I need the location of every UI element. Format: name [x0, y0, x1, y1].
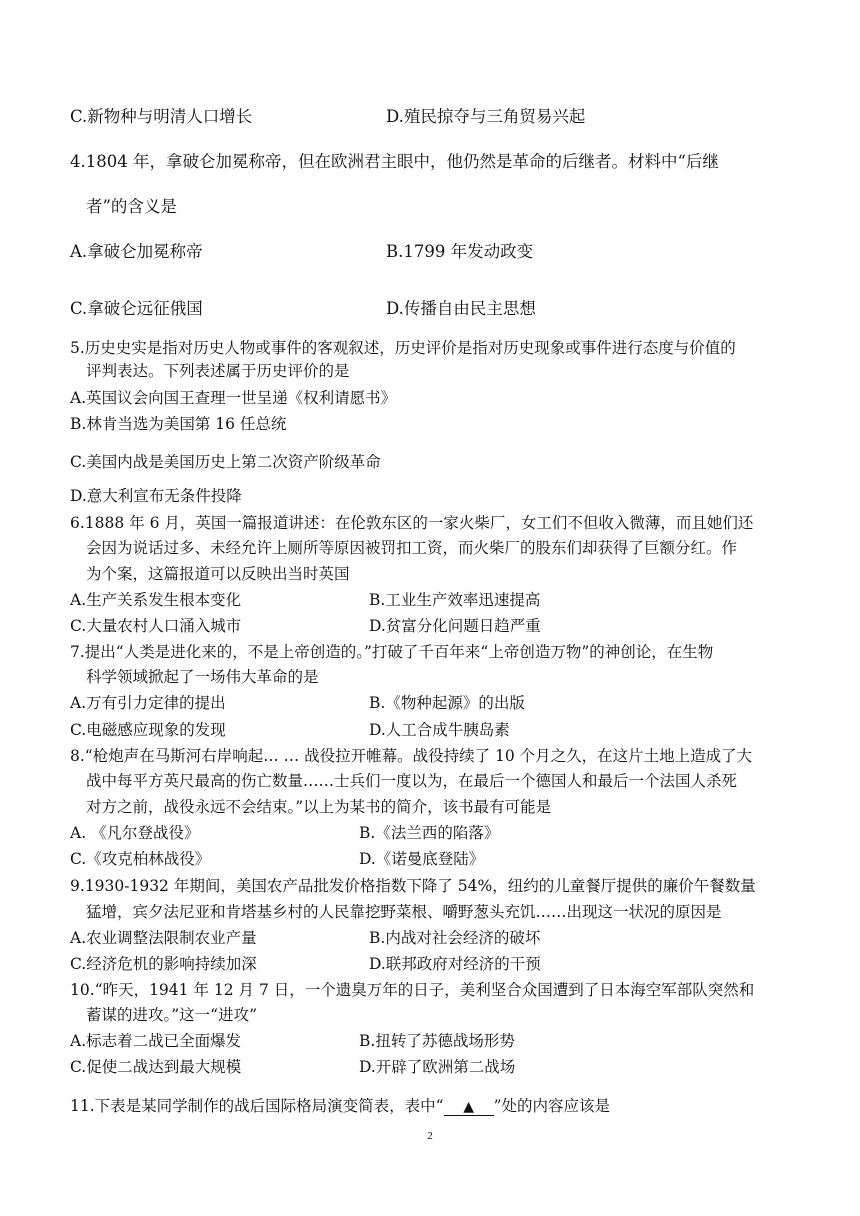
q8-stem-line3: 对方之前，战役永远不会结束。”以上为某书的简介，该书最有可能是	[86, 798, 552, 816]
q10-stem-line2: 蓄谋的进攻。”这一“进攻”	[86, 1006, 258, 1024]
q10-option-b: B.扭转了苏德战场形势	[359, 1032, 515, 1050]
q9-stem-line1: 9.1930-1932 年期间，美国农产品批发价格指数下降了 54%，纽约的儿童餐厅提供的廉价午餐数量	[70, 877, 756, 895]
q6-option-c: C.大量农村人口涌入城市	[70, 617, 242, 635]
q6-stem-line3: 为个案，这篇报道可以反映出当时英国	[86, 565, 350, 583]
q6-stem-line1: 6.1888 年 6 月，英国一篇报道讲述：在伦敦东区的一家火柴厂，女工们不但收入微薄，而且她们还	[70, 514, 754, 532]
q7-option-c: C.电磁感应现象的发现	[70, 721, 226, 739]
q5-stem-line2: 评判表达。下列表述属于历史评价的是	[86, 362, 350, 380]
q5-option-b: B.林肯当选为美国第 16 任总统	[70, 415, 287, 433]
q4-stem-line2: 者”的含义是	[86, 197, 177, 216]
q5-option-a: A.英国议会向国王查理一世呈递《权利请愿书》	[70, 389, 397, 407]
q8-stem-line2: 战中每平方英尺最高的伤亡数量……士兵们一度以为，在最后一个德国人和最后一个法国人杀死	[86, 772, 738, 790]
q4-option-b: B.1799 年发动政变	[386, 242, 534, 261]
q3-option-c: C.新物种与明清人口增长	[70, 107, 253, 126]
q7-option-a: A.万有引力定律的提出	[70, 694, 226, 712]
q4-stem-line1: 4.1804 年，拿破仑加冕称帝，但在欧洲君主眼中，他仍然是革命的后继者。材料中“后继	[70, 152, 719, 171]
q10-option-d: D.开辟了欧洲第二战场	[359, 1058, 516, 1076]
q4-option-c: C.拿破仑远征俄国	[70, 299, 203, 318]
q10-option-c: C.促使二战达到最大规模	[70, 1058, 242, 1076]
q9-option-a: A.农业调整法限制农业产量	[70, 929, 257, 947]
q5-option-d: D.意大利宣布无条件投降	[70, 487, 242, 505]
q11-stem-tail: ”处的内容应该是	[493, 1097, 611, 1115]
q5-stem-line1: 5.历史史实是指对历史人物或事件的客观叙述，历史评价是指对历史现象或事件进行态度与价值的	[70, 339, 736, 357]
q11-stem	[70, 1096, 610, 1116]
q7-stem-line2: 科学领域掀起了一场伟大革命的是	[86, 668, 319, 686]
q6-stem-line2: 会因为说话过多、未经允许上厕所等原因被罚扣工资，而火柴厂的股东们却获得了巨额分红。作	[86, 539, 738, 557]
q9-option-d: D.联邦政府对经济的干预	[369, 955, 541, 973]
q4-option-a: A.拿破仑加冕称帝	[70, 242, 203, 261]
triangle-blank: ▲	[444, 1099, 494, 1116]
q6-option-d: D.贫富分化问题日趋严重	[369, 617, 541, 635]
q8-option-b: B.《法兰西的陷落》	[359, 824, 500, 842]
q7-option-b: B.《物种起源》的出版	[369, 694, 525, 712]
q8-option-a: A. 《凡尔登战役》	[70, 824, 200, 842]
q8-option-c: C.《攻克柏林战役》	[70, 850, 211, 868]
q5-option-c: C.美国内战是美国历史上第二次资产阶级革命	[70, 453, 381, 471]
q4-option-d: D.传播自由民主思想	[386, 299, 536, 318]
q8-stem-line1: 8.“枪炮声在马斯河右岸响起… … 战役拉开帷幕。战役持续了 10 个月之久，在这片土地上造成了大	[70, 747, 753, 765]
q9-stem-line2: 猛增，宾夕法尼亚和肯塔基乡村的人民靠挖野菜根、嚼野葱头充饥……出现这一状况的原因是	[86, 903, 722, 921]
q6-option-b: B.工业生产效率迅速提高	[369, 591, 541, 609]
q6-option-a: A.生产关系发生根本变化	[70, 591, 242, 609]
q10-stem-line1: 10.“昨天，1941 年 12 月 7 日，一个遗臭万年的日子，美利坚合众国遭到了日本海空军部队突然和	[70, 981, 755, 999]
q3-option-d: D.殖民掠夺与三角贸易兴起	[386, 107, 586, 126]
q7-option-d: D.人工合成牛胰岛素	[369, 721, 510, 739]
q10-option-a: A.标志着二战已全面爆发	[70, 1032, 242, 1050]
q9-option-c: C.经济危机的影响持续加深	[70, 955, 257, 973]
q9-option-b: B.内战对社会经济的破坏	[369, 929, 541, 947]
q7-stem-line1: 7.提出“人类是进化来的，不是上帝创造的。”打破了千百年来“上帝创造万物”的神创论，在生物	[70, 643, 714, 661]
q8-option-d: D.《诺曼底登陆》	[359, 850, 485, 868]
q11-stem-text: 11.下表是某同学制作的战后国际格局演变简表，表中“	[70, 1097, 444, 1115]
page-number: 2	[427, 1130, 433, 1142]
